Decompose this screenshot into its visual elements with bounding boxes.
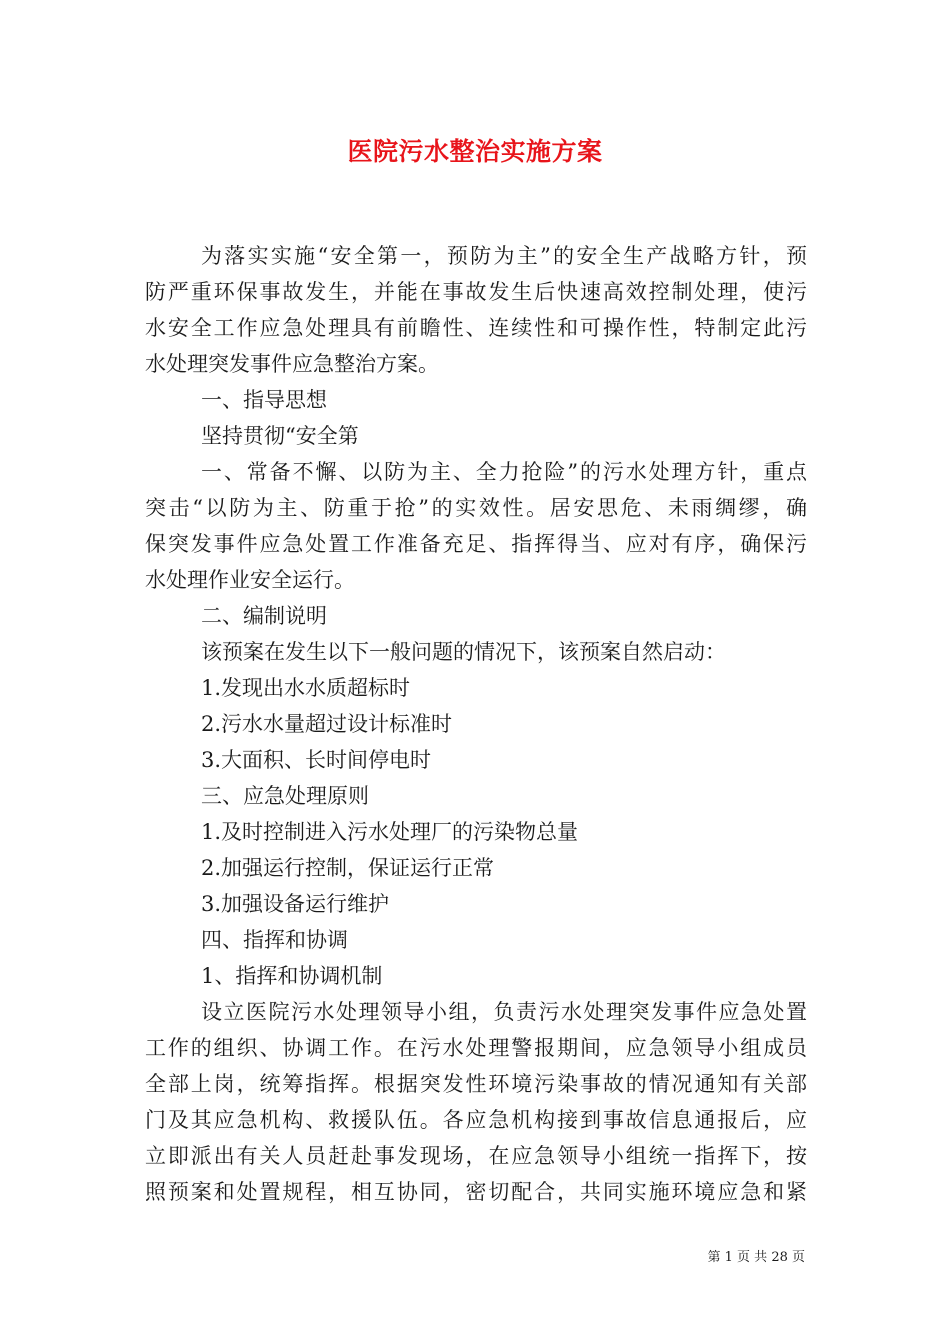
text-line: 全部上岗，统筹指挥。根据突发性环境污染事故的情况通知有关部 bbox=[145, 1072, 807, 1096]
text-line: 照预案和处置规程，相互协同，密切配合，共同实施环境应急和紧 bbox=[145, 1180, 807, 1204]
text-line: 一、常备不懈、以防为主、全力抢险”的污水处理方针，重点 bbox=[201, 460, 807, 484]
text-line: 3.加强设备运行维护 bbox=[201, 892, 390, 916]
text-line: 2.加强运行控制，保证运行正常 bbox=[201, 856, 495, 880]
text-line: 一、指导思想 bbox=[201, 388, 327, 412]
document-body bbox=[145, 238, 807, 1210]
text-line: 水安全工作应急处理具有前瞻性、连续性和可操作性，特制定此污 bbox=[145, 316, 807, 340]
text-line: 二、编制说明 bbox=[201, 604, 327, 628]
text-line: 水处理突发事件应急整治方案。 bbox=[145, 352, 439, 376]
text-line: 为落实实施“安全第一，预防为主”的安全生产战略方针，预 bbox=[201, 244, 807, 268]
page-footer: 第 1 页 共 28 页 bbox=[707, 1250, 805, 1265]
text-line: 1.及时控制进入污水处理厂的污染物总量 bbox=[201, 820, 579, 844]
text-line: 四、指挥和协调 bbox=[201, 928, 348, 952]
text-line: 2.污水水量超过设计标准时 bbox=[201, 712, 453, 736]
text-line: 设立医院污水处理领导小组，负责污水处理突发事件应急处置 bbox=[201, 1000, 807, 1024]
text-line: 水处理作业安全运行。 bbox=[145, 568, 355, 592]
text-line: 3.大面积、长时间停电时 bbox=[201, 748, 432, 772]
text-line: 该预案在发生以下一般问题的情况下，该预案自然启动： bbox=[201, 640, 726, 664]
text-line: 坚持贯彻“安全第 bbox=[201, 424, 359, 448]
text-line: 防严重环保事故发生，并能在事故发生后快速高效控制处理，使污 bbox=[145, 280, 807, 304]
text-line: 1.发现出水水质超标时 bbox=[201, 676, 411, 700]
text-line: 工作的组织、协调工作。在污水处理警报期间，应急领导小组成员 bbox=[145, 1036, 807, 1060]
text-line: 1、指挥和协调机制 bbox=[201, 964, 383, 988]
text-line: 突击“以防为主、防重于抢”的实效性。居安思危、未雨绸缪，确 bbox=[145, 496, 807, 520]
document-title: 医院污水整治实施方案 bbox=[347, 137, 603, 166]
text-line: 门及其应急机构、救援队伍。各应急机构接到事故信息通报后，应 bbox=[145, 1108, 807, 1132]
text-line: 保突发事件应急处置工作准备充足、指挥得当、应对有序，确保污 bbox=[145, 532, 807, 556]
text-line: 立即派出有关人员赶赴事发现场，在应急领导小组统一指挥下，按 bbox=[145, 1144, 807, 1168]
text-line: 三、应急处理原则 bbox=[201, 784, 369, 808]
